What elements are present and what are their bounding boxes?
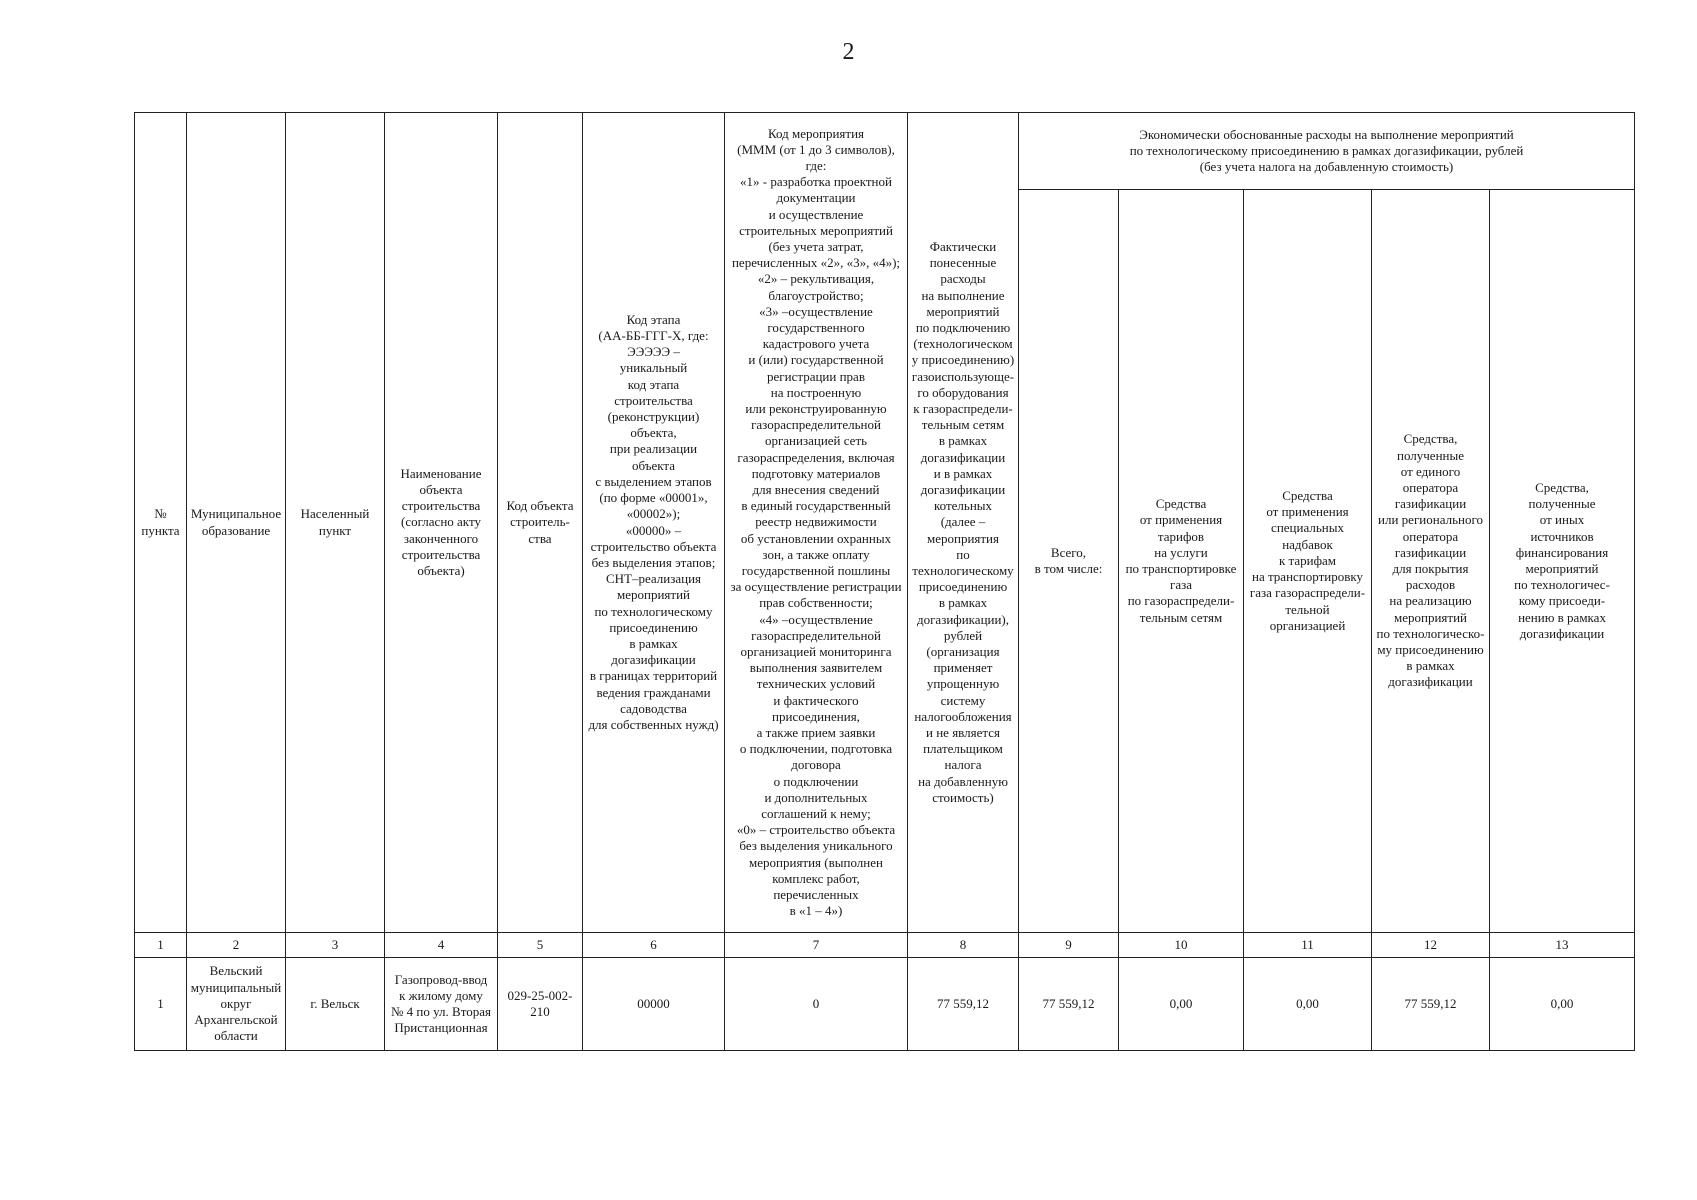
column-number: 5	[498, 933, 583, 958]
header-item-number: № пункта	[135, 113, 187, 933]
column-number: 12	[1372, 933, 1490, 958]
cell-surcharge-funds: 0,00	[1244, 958, 1372, 1051]
cell-actual-expenses: 77 559,12	[908, 958, 1019, 1051]
header-other-funds: Средства, полученные от иных источников финансирования мероприятий по технологичес- кому присоеди- нению в рамках догазификации	[1490, 190, 1635, 933]
header-actual-expenses: Фактически понесенные расходы на выполнение мероприятий по подключению (технологическом у присоединению) газоиспользующе- го оборудования к газораспредели- тельным сетям в рамках догазификации и в рамках догазификации котельных (далее – мероприятия по технологическому присоединению в рамках догазификации), рублей (организация применяет упрощенную систему налогообложения и не является плательщиком налога на добавленную стоимость)	[908, 113, 1019, 933]
cell-object-code: 029-25-002- 210	[498, 958, 583, 1051]
header-row	[135, 113, 1635, 190]
cell-other-funds: 0,00	[1490, 958, 1635, 1051]
table-row	[135, 958, 1635, 1051]
header-surcharge-funds: Средства от применения специальных надбавок к тарифам на транспортировку газа газораспредели- тельной организацией	[1244, 190, 1372, 933]
cell-activity-code: 0	[725, 958, 908, 1051]
cell-item-number: 1	[135, 958, 187, 1051]
cell-operator-funds: 77 559,12	[1372, 958, 1490, 1051]
header-operator-funds: Средства, полученные от единого оператора газификации или регионального оператора газификации для покрытия расходов на реализацию мероприятий по технологическо- му присоединению в рамках догазификации	[1372, 190, 1490, 933]
header-municipality: Муниципальное образование	[187, 113, 286, 933]
cell-stage-code: 00000	[583, 958, 725, 1051]
column-number: 13	[1490, 933, 1635, 958]
cell-tariff-funds: 0,00	[1119, 958, 1244, 1051]
cell-municipality: Вельский муниципальный округ Архангельской области	[187, 958, 286, 1051]
header-tariff-funds: Средства от применения тарифов на услуги по транспортировке газа по газораспредели- тельным сетям	[1119, 190, 1244, 933]
cell-settlement: г. Вельск	[286, 958, 385, 1051]
header-object-code: Код объекта строитель- ства	[498, 113, 583, 933]
column-number: 10	[1119, 933, 1244, 958]
cell-total: 77 559,12	[1019, 958, 1119, 1051]
column-number: 2	[187, 933, 286, 958]
column-number: 8	[908, 933, 1019, 958]
column-number: 3	[286, 933, 385, 958]
column-number-row	[135, 933, 1635, 958]
header-total: Всего, в том числе:	[1019, 190, 1119, 933]
column-number: 9	[1019, 933, 1119, 958]
expenses-table	[134, 112, 1635, 1051]
header-settlement: Населенный пункт	[286, 113, 385, 933]
header-economic-expenses-group: Экономически обоснованные расходы на выполнение мероприятий по технологическому присоединению в рамках догазификации, рублей (без учета налога на добавленную стоимость)	[1019, 113, 1635, 190]
column-number: 11	[1244, 933, 1372, 958]
cell-object-name: Газопровод-ввод к жилому дому № 4 по ул. Вторая Пристанционная	[385, 958, 498, 1051]
column-number: 1	[135, 933, 187, 958]
header-stage-code: Код этапа (АА-ББ-ГГГ-Х, где: ЭЭЭЭЭ – уникальный код этапа строительства (реконструкции) объекта, при реализации объекта с выделением этапов (по форме «00001», «00002»); «00000» – строительство объекта без выделения этапов; СНТ–реализация мероприятий по технологическому присоединению в рамках догазификации в границах территорий ведения гражданами садоводства для собственных нужд)	[583, 113, 725, 933]
header-object-name: Наименование объекта строительства (согласно акту законченного строительства объекта)	[385, 113, 498, 933]
column-number: 7	[725, 933, 908, 958]
header-activity-code: Код мероприятия (МММ (от 1 до 3 символов), где: «1» - разработка проектной документации и осуществление строительных мероприятий (без учета затрат, перечисленных «2», «3», «4»); «2» – рекультивация, благоустройство; «3» –осуществление государственного кадастрового учета и (или) государственной регистрации прав на построенную или реконструированную газораспределительной организацией сеть газораспределения, включая подготовку материалов для внесения сведений в единый государственный реестр недвижимости об установлении охранных зон, а также оплату государственной пошлины за осуществление регистрации прав собственности; «4» –осуществление газораспределительной организацией мониторинга выполнения заявителем технических условий и фактического присоединения, а также прием заявки о подключении, подготовка договора о подключении и дополнительных соглашений к нему; «0» – строительство объекта без выделения уникального мероприятия (выполнен комплекс работ, перечисленных в «1 – 4»)	[725, 113, 908, 933]
page-number: 2	[842, 39, 855, 65]
column-number: 4	[385, 933, 498, 958]
column-number: 6	[583, 933, 725, 958]
